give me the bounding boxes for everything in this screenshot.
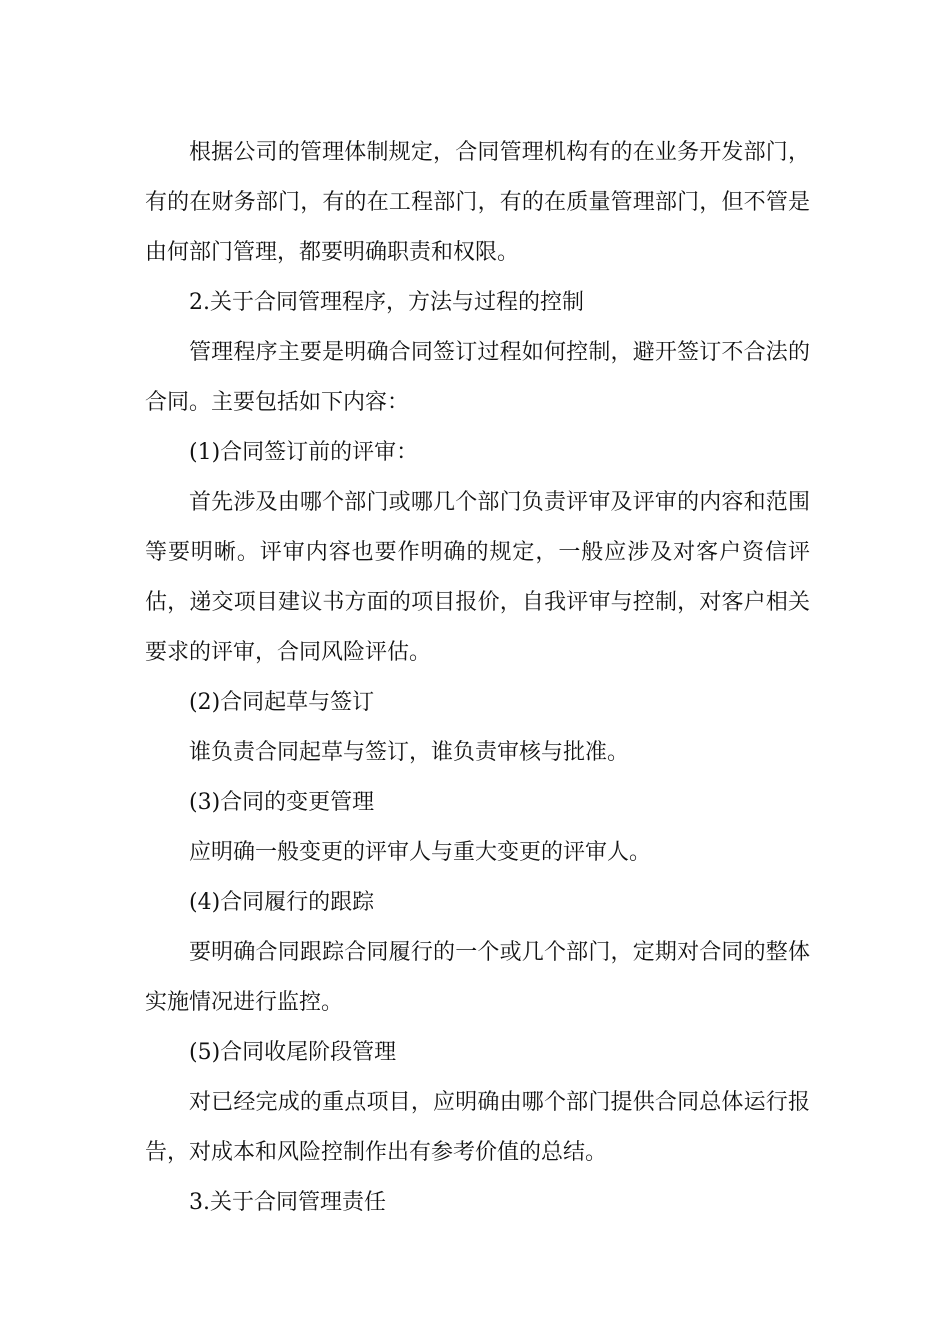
- paragraph-procedure-intro: 管理程序主要是明确合同签订过程如何控制，避开签订不合法的合同。主要包括如下内容：: [145, 340, 810, 415]
- subheading-item-4: (4)合同履行的跟踪: [189, 890, 375, 915]
- paragraph-item-5: 对已经完成的重点项目，应明确由哪个部门提供合同总体运行报告，对成本和风险控制作出有参考价值的总结。: [145, 1090, 810, 1165]
- heading-section-2: 2.关于合同管理程序，方法与过程的控制: [189, 290, 584, 315]
- subheading-item-3: (3)合同的变更管理: [189, 790, 375, 815]
- subheading-item-2: (2)合同起草与签订: [189, 690, 375, 715]
- paragraph-item-3: 应明确一般变更的评审人与重大变更的评审人。: [189, 840, 652, 865]
- document-body: [145, 128, 810, 1228]
- paragraph-item-1: 首先涉及由哪个部门或哪几个部门负责评审及评审的内容和范围等要明晰。评审内容也要作明确的规定，一般应涉及对客户资信评估，递交项目建议书方面的项目报价，自我评审与控制，对客户相关要求的评审，合同风险评估。: [145, 490, 810, 665]
- subheading-item-1: (1)合同签订前的评审：: [189, 440, 419, 465]
- paragraph-item-4: 要明确合同跟踪合同履行的一个或几个部门，定期对合同的整体实施情况进行监控。: [145, 940, 810, 1015]
- heading-section-3: 3.关于合同管理责任: [189, 1190, 386, 1215]
- paragraph-management-structure: 根据公司的管理体制规定，合同管理机构有的在业务开发部门，有的在财务部门，有的在工程部门，有的在质量管理部门，但不管是由何部门管理，都要明确职责和权限。: [145, 140, 810, 265]
- subheading-item-5: (5)合同收尾阶段管理: [189, 1040, 397, 1065]
- paragraph-item-2: 谁负责合同起草与签订，谁负责审核与批准。: [189, 740, 630, 765]
